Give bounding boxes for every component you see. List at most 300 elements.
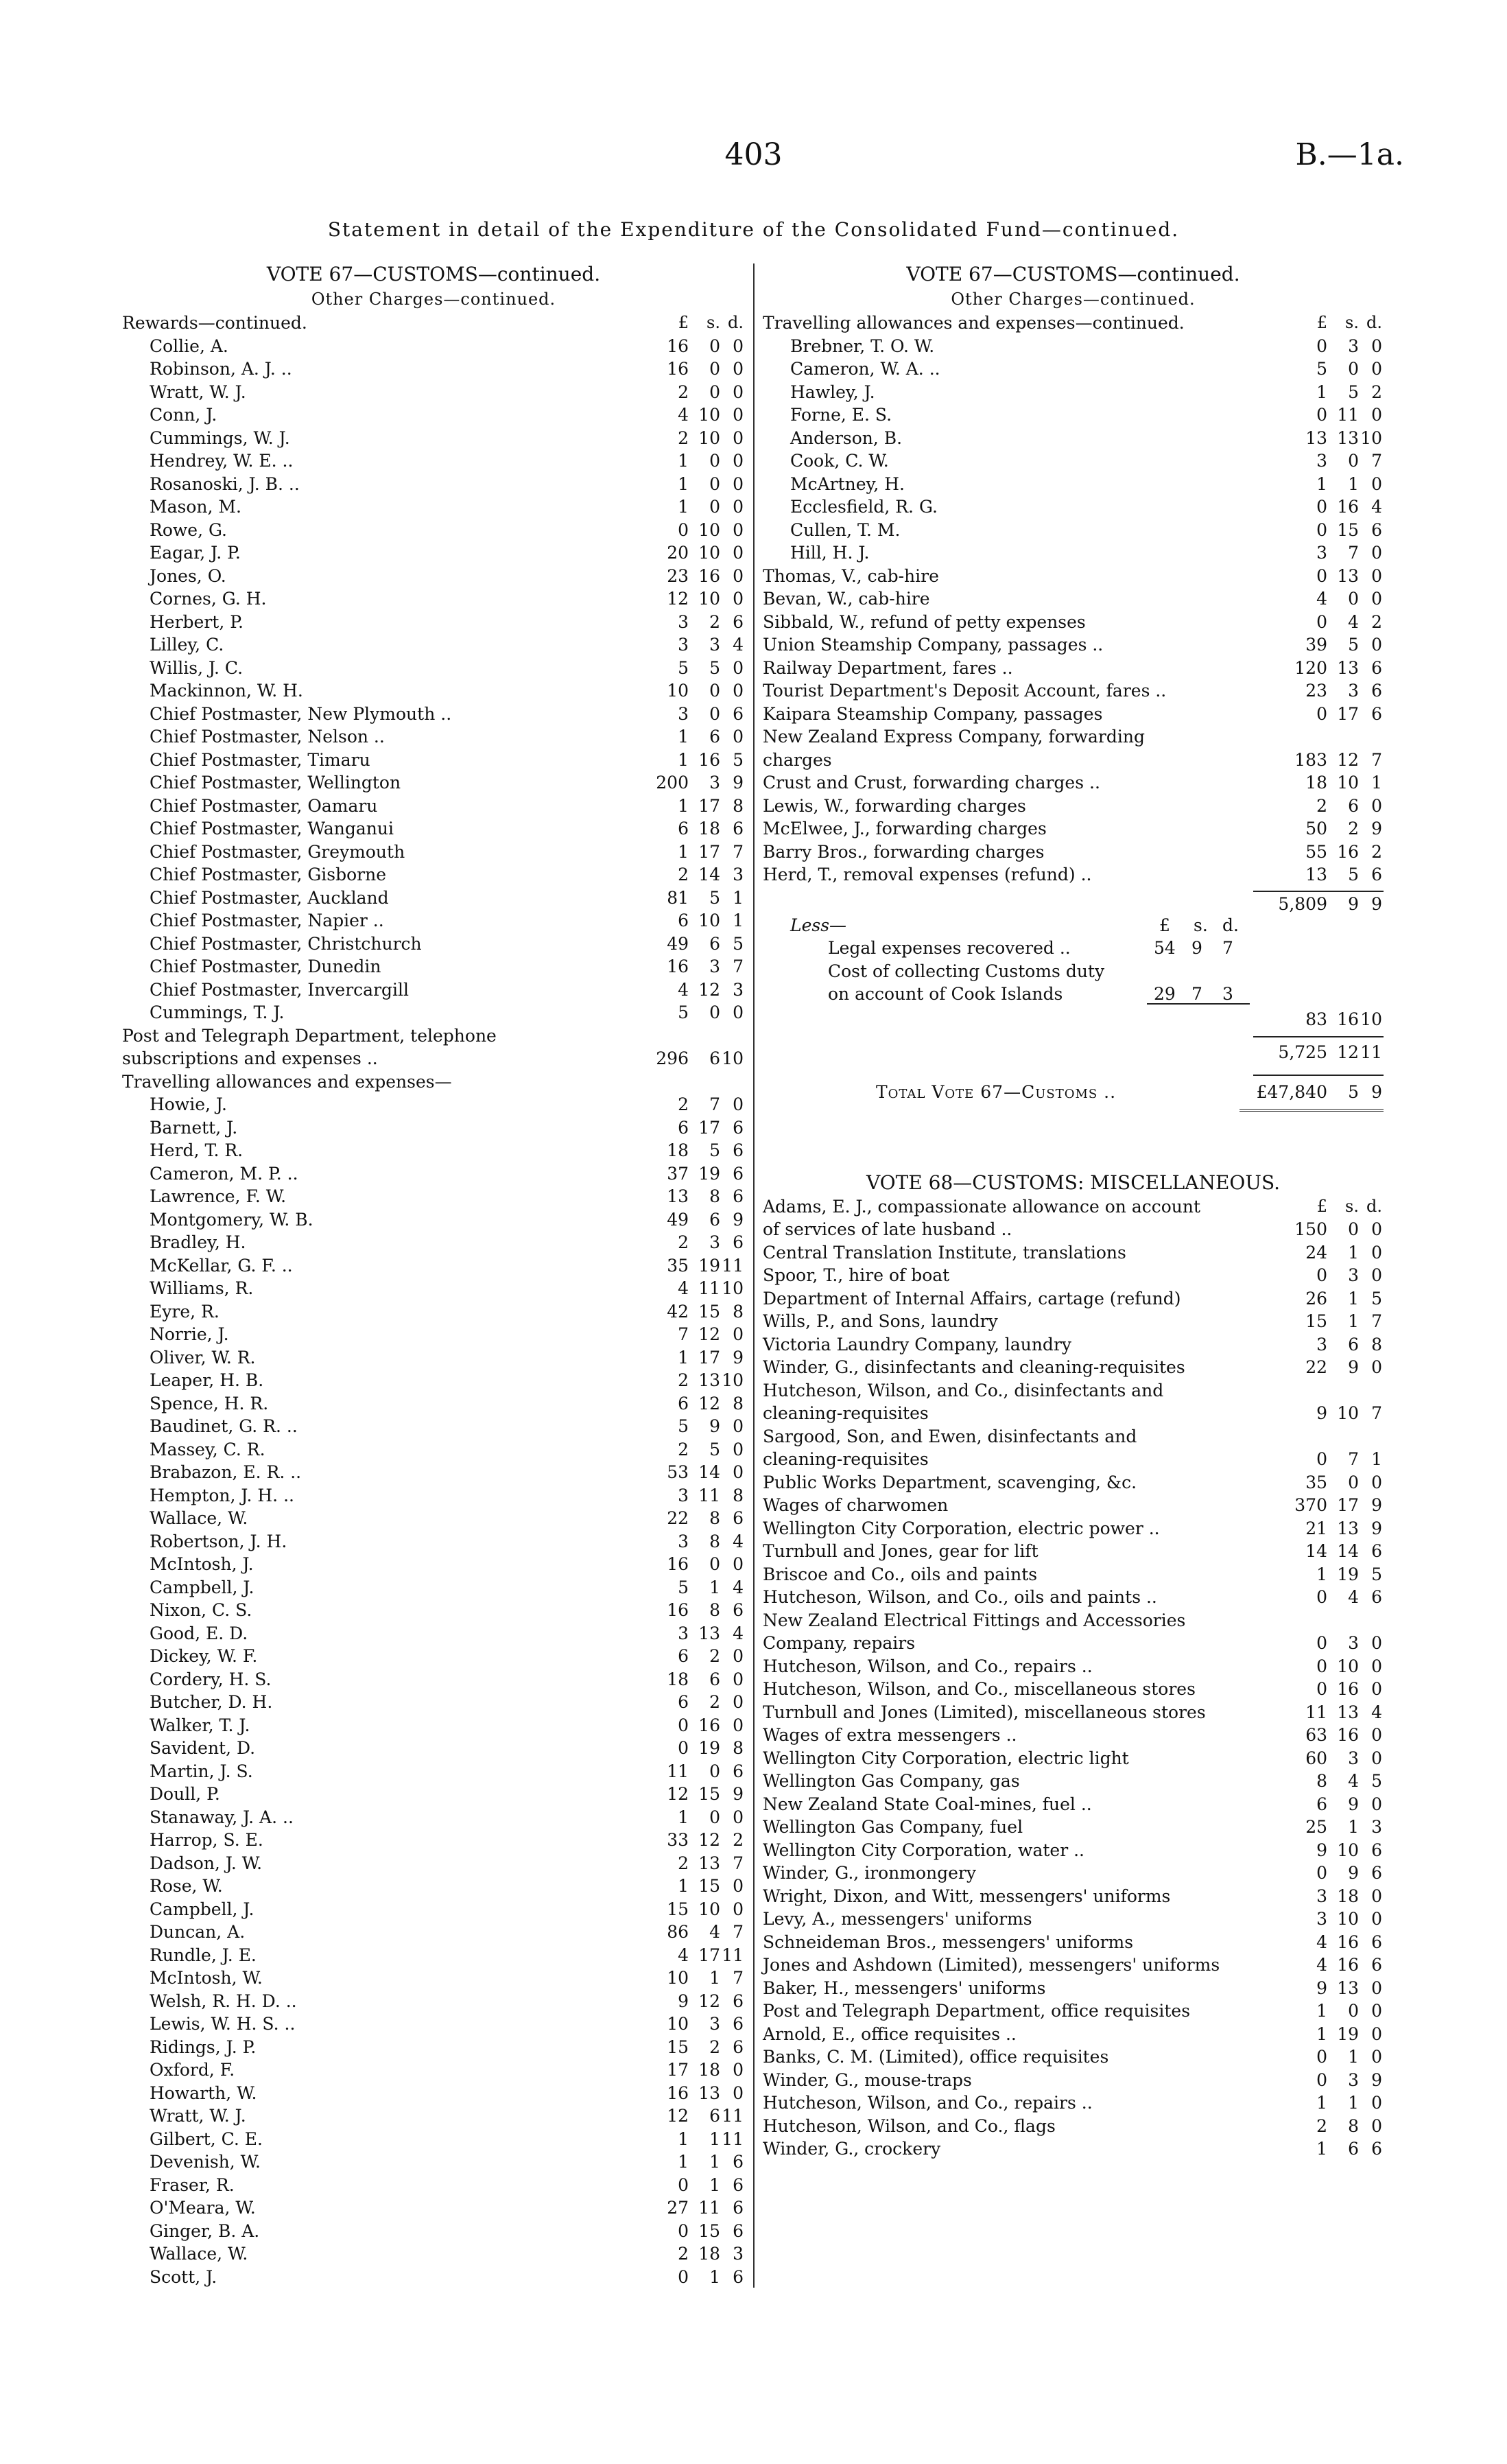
shillings: 1 [1348,2047,1359,2067]
pounds: 0 [1316,2047,1327,2067]
pence: 1 [1371,773,1382,793]
travel-row [122,1346,745,1370]
pounds: 9 [1316,1840,1327,1860]
pence-header: d. [1366,1196,1382,1216]
shillings: 17 [1337,1495,1359,1515]
pounds: 16 [667,359,689,379]
vote68-row [763,1241,1384,1265]
entry-label: Winder, G., crockery [763,2139,941,2159]
shillings: 11 [698,2198,720,2218]
vote68-row [763,1770,1384,1793]
total-label: Total Vote 67—Customs .. [876,1081,1117,1102]
entry-label: O'Meara, W. [150,2198,256,2218]
pounds: 54 [1154,938,1176,958]
pence: 9 [1371,1081,1382,1102]
travel-row [122,1783,745,1806]
travel-row [122,1691,745,1714]
pence: 10 [722,1278,744,1298]
entry-label: Wills, P., and Sons, laundry [763,1311,998,1331]
shillings: 10 [698,405,720,425]
shillings-header: s. [707,313,720,332]
vote68-row [763,2115,1384,2138]
travel-row [122,1208,745,1232]
shillings: 0 [709,1554,720,1574]
entry-label: Oliver, W. R. [150,1347,256,1368]
travel-row [122,1553,745,1576]
pence: 0 [733,1002,744,1022]
pence: 0 [733,473,744,494]
expense-row [763,817,1384,841]
pence: 6 [1371,519,1382,540]
pounds: 18 [667,1140,689,1160]
pounds: 2 [678,1439,689,1459]
pounds: 4 [1316,1932,1327,1952]
expense-row [763,841,1384,864]
travel-row [122,2242,745,2266]
shillings: 3 [1348,1748,1359,1768]
less-item [763,960,1384,1006]
shillings: 12 [698,1393,720,1413]
pounds: 1 [678,2128,689,2149]
pounds: 13 [667,1186,689,1206]
pounds: 8 [1316,1771,1327,1791]
pence: 0 [1371,1978,1382,1998]
shillings: 16 [1337,1725,1359,1745]
pounds: 6 [678,1393,689,1413]
pounds: 14 [1305,1541,1327,1561]
entry-label: Fraser, R. [150,2174,235,2195]
shillings: 9 [1348,1794,1359,1814]
entry-label: Savident, D. [150,1738,256,1758]
post-telegraph-row [122,1024,745,1070]
entry-label: Cullen, T. M. [790,519,901,540]
pence: 8 [1371,1334,1382,1354]
pence: 0 [733,1439,744,1459]
pence: 6 [733,1508,744,1528]
entry-label: Railway Department, fares .. [763,657,1013,678]
pence: 2 [1371,841,1382,862]
shillings: 3 [709,2014,720,2034]
pounds: 2 [678,1232,689,1252]
travel-row [122,1668,745,1691]
pence: 0 [733,589,744,609]
vote-heading: VOTE 67—CUSTOMS—continued. [906,263,1240,285]
entry-label: Banks, C. M. (Limited), office requisites [763,2047,1109,2067]
entry-label: Montgomery, W. B. [150,1209,313,1230]
travel-row [763,427,1384,450]
shillings: 16 [698,565,720,586]
right-column [763,262,1384,2161]
entry-label: Central Translation Institute, translations [763,1242,1126,1263]
pence: 5 [1371,1771,1382,1791]
pounds: 1 [678,841,689,862]
pence: 8 [733,1485,744,1505]
entry-label: Union Steamship Company, passages .. [763,635,1104,655]
shillings: 13 [698,2082,720,2103]
entry-label: Walker, T. J. [150,1715,250,1735]
entry-label: New Zealand Express Company, forwarding charges [763,727,1145,770]
pounds: 3 [1316,1334,1327,1354]
pounds: 183 [1294,749,1327,770]
shillings: 6 [709,727,720,747]
pence: 0 [1371,1794,1382,1814]
pence: 7 [733,841,744,862]
pence: 3 [1371,1817,1382,1837]
entry-label: Ginger, B. A. [150,2220,260,2241]
reward-row [122,541,745,565]
travel-row [122,1852,745,1875]
sub-heading: Other Charges—continued. [311,290,556,309]
vote68-row [763,1655,1384,1678]
pounds: 1 [678,727,689,747]
entry-label: Hutcheson, Wilson, and Co., oils and paints .. [763,1587,1157,1607]
entry-label: Hawley, J. [790,382,875,402]
pounds: 1 [1316,473,1327,494]
shillings: 6 [709,933,720,954]
travel-row [122,1139,745,1162]
pence: 7 [1371,749,1382,770]
expense-row [763,795,1384,818]
pounds: 11 [1305,1702,1327,1722]
travel-row [122,1530,745,1553]
entry-label: Hill, H. J. [790,543,870,563]
shillings: 10 [1337,773,1359,793]
pence: 11 [722,2128,744,2149]
entry-label: Kaipara Steamship Company, passages [763,703,1103,724]
pence: 0 [733,451,744,471]
travel-row [122,2150,745,2174]
travel-row [122,1622,745,1645]
entry-label: Chief Postmaster, Auckland [150,887,389,908]
shillings: 9 [1348,1357,1359,1377]
vote68-row [763,1678,1384,1701]
entry-label: Tourist Department's Deposit Account, fares .. [763,681,1167,701]
shillings: 19 [698,1738,720,1758]
entry-label: Herd, T. R. [150,1140,244,1160]
reward-row [122,565,745,588]
pence: 6 [1371,703,1382,724]
shillings-header: s. [1345,1196,1359,1216]
entry-label: Chief Postmaster, Invercargill [150,979,410,1000]
entry-label: McIntosh, W. [150,1968,263,1988]
shillings: 16 [698,1715,720,1735]
shillings: 8 [1348,2115,1359,2136]
pounds: 1 [678,1876,689,1896]
entry-label: Sargood, Son, and Ewen, disinfectants and cleaning-requisites [763,1426,1137,1469]
travel-row [122,1231,745,1254]
pence: 4 [733,635,744,655]
entry-label: Adams, E. J., compassionate allowance on account of services of late husband .. [763,1196,1201,1239]
pence: 6 [1371,1955,1382,1975]
entry-label: Oxford, F. [150,2060,235,2080]
pounds: 1 [678,473,689,494]
entry-label: Hutcheson, Wilson, and Co., miscellaneous stores [763,1679,1196,1699]
pounds: 15 [667,2037,689,2057]
reward-row [122,495,745,519]
shillings: 2 [709,2037,720,2057]
travel-row [122,1898,745,1921]
pence: 0 [733,565,744,586]
pence: 6 [733,2174,744,2195]
pence: 0 [1371,1725,1382,1745]
entry-label: Nixon, C. S. [150,1600,252,1620]
pence: 2 [1371,611,1382,632]
less-pence-header: d. [1222,915,1239,935]
shillings: 0 [709,451,720,471]
pounds: 0 [1316,1265,1327,1285]
expense-row [763,863,1384,887]
entry-label: Rose, W. [150,1876,223,1896]
travel-row [122,1990,745,2013]
vote68-row [763,1908,1384,1931]
travel-row [122,1369,745,1392]
vote68-row [763,2091,1384,2115]
pence: 7 [733,1853,744,1873]
pounds: 2 [678,865,689,884]
pounds: 83 [1305,1009,1327,1029]
pence: 0 [733,657,744,678]
pounds: 0 [678,2266,689,2287]
pounds: 25 [1305,1817,1327,1837]
entry-label: Good, E. D. [150,1623,248,1643]
entry-label: Chief Postmaster, Wellington [150,773,401,793]
pence: 9 [1371,1495,1382,1515]
section-heading: Rewards—continued. [122,313,307,333]
pence: 4 [733,1577,744,1597]
double-rule [1239,1109,1384,1114]
shillings: 8 [709,1186,720,1206]
pounds: 49 [667,933,689,954]
shillings: 11 [1337,405,1359,425]
pounds: 1 [1316,2001,1327,2021]
vote68-row [763,1264,1384,1287]
pounds: 3 [1316,1909,1327,1929]
shillings: 0 [709,336,720,356]
pounds: 4 [1316,589,1327,609]
shillings: 14 [1337,1541,1359,1561]
vote67-items-b [763,771,1384,887]
vote68-row [763,1885,1384,1908]
entry-label: Howarth, W. [150,2082,257,2103]
pounds: 42 [667,1301,689,1322]
pence: 0 [733,336,744,356]
entry-label: Wright, Dixon, and Witt, messengers' uniforms [763,1886,1171,1906]
vote68-row [763,1517,1384,1540]
entry-label: Jones, O. [150,565,226,586]
pounds: 1 [678,2152,689,2172]
travel-row [122,1438,745,1462]
expense-row [763,565,1384,588]
entry-label: Wallace, W. [150,2244,248,2264]
pounds: 3 [678,1623,689,1643]
pence: 0 [1371,1656,1382,1676]
pence: 6 [1371,681,1382,701]
pounds: 4 [678,979,689,1000]
pence: 0 [1371,2115,1382,2136]
pence: 0 [1371,1472,1382,1492]
pence: 5 [1371,1564,1382,1584]
pounds: 4 [678,1278,689,1298]
pence: 2 [733,1830,744,1850]
pence: 0 [733,1094,744,1114]
pounds: 0 [1316,336,1327,356]
reward-row [122,427,745,450]
pence: 0 [733,727,744,747]
pounds: 0 [1316,1863,1327,1883]
vote68-row [763,1816,1384,1839]
pounds: 11 [667,1761,689,1781]
shillings: 13 [698,1370,720,1390]
entry-label: McKellar, G. F. .. [150,1255,293,1276]
reward-row [122,749,745,772]
entry-label: Cameron, M. P. .. [150,1163,298,1184]
pounds: 3 [678,1531,689,1551]
pence: 0 [733,1554,744,1574]
entry-label: Schneideman Bros., messengers' uniforms [763,1932,1134,1952]
shillings: 12 [698,979,720,1000]
pounds: 370 [1294,1495,1327,1515]
pence: 6 [733,1232,744,1252]
travel-row [763,403,1384,427]
pence: 0 [1371,589,1382,609]
travel-row [122,1806,745,1829]
pounds: 0 [1316,519,1327,540]
vote68-row [763,1747,1384,1770]
entry-label: Thomas, V., cab-hire [763,565,939,586]
pence: 6 [1371,865,1382,884]
shillings: 17 [698,795,720,816]
shillings: 16 [1337,1009,1359,1029]
pounds: 24 [1305,1242,1327,1263]
pence: 0 [1371,1357,1382,1377]
pounds: 22 [1305,1357,1327,1377]
pence: 11 [722,2106,744,2126]
shillings: 13 [1337,1518,1359,1538]
shillings: 13 [1337,427,1359,448]
pence: 9 [733,773,744,793]
shillings: 16 [1337,497,1359,517]
pence: 5 [733,749,744,770]
pounds: 0 [678,1715,689,1735]
vote68-row [763,1586,1384,1609]
pounds: 13 [1305,865,1327,884]
pounds: 0 [1316,497,1327,517]
entry-label: Sibbald, W., refund of petty expenses [763,611,1086,632]
entry-label: Turnbull and Jones (Limited), miscellaneous stores [763,1702,1206,1722]
shillings: 17 [698,841,720,862]
shillings: 9 [1191,938,1202,958]
shillings: 15 [1337,519,1359,540]
pence: 5 [733,933,744,954]
shillings: 15 [698,2220,720,2241]
pounds: 4 [678,405,689,425]
shillings: 0 [709,1761,720,1781]
entry-label: Spoor, T., hire of boat [763,1265,950,1285]
entry-label: Brebner, T. O. W. [790,336,935,356]
entry-label: Bevan, W., cab-hire [763,589,930,609]
pence: 6 [733,2152,744,2172]
pounds: 3 [678,635,689,655]
pounds: 0 [1316,1679,1327,1699]
entry-label: Cameron, W. A. .. [790,359,940,379]
shillings: 15 [698,1876,720,1896]
pounds: 86 [667,1922,689,1942]
pounds: 1 [1316,2139,1327,2159]
pounds: 3 [678,611,689,632]
vote68-row [763,1540,1384,1563]
entry-label: Mason, M. [150,497,241,517]
pounds: 4 [1316,1955,1327,1975]
pounds: £47,840 [1256,1081,1327,1102]
pounds: 26 [1305,1288,1327,1309]
travel-list [122,1093,745,2288]
statement-title: Statement in detail of the Expenditure of the Consolidated Fund—continued. [327,218,1180,241]
shillings: 3 [1348,681,1359,701]
reward-row [122,932,745,956]
entry-label: Chief Postmaster, Gisborne [150,865,387,884]
shillings: 10 [698,589,720,609]
reward-row [122,955,745,978]
pence: 9 [733,1784,744,1804]
pence: 0 [733,681,744,701]
vote68-row [763,1471,1384,1494]
vote68-row [763,1425,1384,1471]
pounds: 7 [678,1324,689,1344]
section-heading: Travelling allowances and expenses— [122,1071,452,1092]
section-heading-row [122,1070,745,1094]
shillings: 8 [709,1600,720,1620]
pounds: 12 [667,2106,689,2126]
entry-label: Eyre, R. [150,1301,219,1322]
vote68-row [763,2137,1384,2161]
entry-label: Turnbull and Jones, gear for lift [763,1541,1039,1561]
less-item [763,937,1384,960]
entry-label: Dickey, W. F. [150,1646,258,1666]
entry-label: Norrie, J. [150,1324,229,1344]
pounds: 5 [1316,359,1327,379]
pence: 6 [733,1117,744,1138]
shillings: 0 [709,681,720,701]
shillings: 13 [1337,657,1359,678]
shillings: 16 [1337,841,1359,862]
pounds: 2 [678,2244,689,2264]
entry-label: Massey, C. R. [150,1439,265,1459]
entry-label: Ecclesfield, R. G. [790,497,938,517]
pounds: 0 [1316,565,1327,586]
reward-row [122,633,745,657]
shillings: 2 [709,1692,720,1712]
pounds: 0 [1316,1656,1327,1676]
entry-label: Howie, J. [150,1094,227,1114]
pence: 0 [1371,1242,1382,1263]
pounds: 0 [678,1738,689,1758]
pence: 8 [733,795,744,816]
pounds: 27 [667,2198,689,2218]
entry-label: Dadson, J. W. [150,1853,263,1873]
pence: 7 [733,1922,744,1942]
shillings: 5 [709,1140,720,1160]
travel-row [122,1737,745,1760]
pounds: 29 [1154,984,1176,1004]
pounds: 16 [667,2082,689,2103]
pence: 7 [1371,1403,1382,1423]
pence: 6 [1371,1587,1382,1607]
pence: 3 [733,2244,744,2264]
pence: 0 [733,1324,744,1344]
reward-row [122,403,745,427]
nz-express-row [763,725,1384,771]
reward-row [122,335,745,358]
